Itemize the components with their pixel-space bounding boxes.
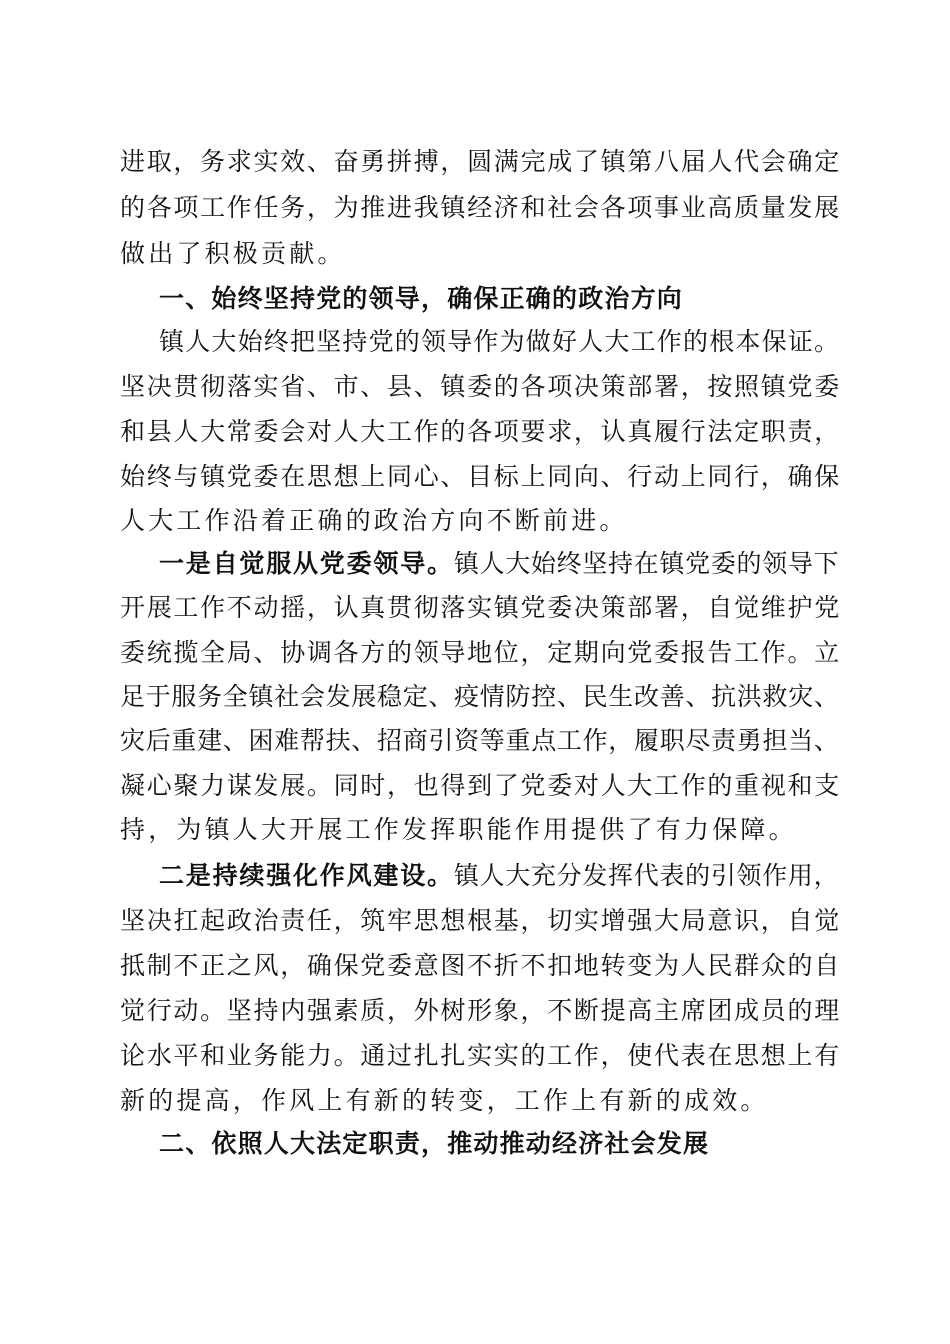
paragraph-line: 进取，务求实效、奋勇拼搏，圆满完成了镇第八届人代会确定 xyxy=(120,147,841,176)
subpoint-lead: 一是自觉服从党委领导。 xyxy=(159,549,454,578)
paragraph-line: 抵制不正之风，确保党委意图不折不扣地转变为人民群众的自 xyxy=(120,951,841,980)
paragraph-line: 的各项工作任务，为推进我镇经济和社会各项事业高质量发展 xyxy=(120,193,841,222)
paragraph-line: 足于服务全镇社会发展稳定、疫情防控、民生改善、抗洪救灾、 xyxy=(120,682,840,711)
paragraph-line: 镇人大始终把坚持党的领导作为做好人大工作的根本保证。 xyxy=(159,327,841,356)
subpoint-first-line xyxy=(159,854,839,898)
paragraph-line: 委统揽全局、协调各方的领导地位，定期向党委报告工作。立 xyxy=(120,638,841,667)
paragraph-line: 坚决贯彻落实省、市、县、镇委的各项决策部署，按照镇党委 xyxy=(120,372,841,401)
paragraph-line: 做出了积极贡献。 xyxy=(120,239,346,268)
paragraph-line: 觉行动。坚持内强素质，外树形象，不断提高主席团成员的理 xyxy=(120,996,841,1025)
subpoint-first-line xyxy=(159,542,839,586)
subpoint-lead: 二是持续强化作风建设。 xyxy=(159,861,454,890)
subpoint-text: 镇人大始终坚持在镇党委的领导下 xyxy=(453,549,840,578)
paragraph-line: 凝心聚力谋发展。同时，也得到了党委对人大工作的重视和支 xyxy=(120,771,841,800)
paragraph-line: 和县人大常委会对人大工作的各项要求，认真履行法定职责， xyxy=(120,417,841,446)
section-heading: 一、始终坚持党的领导，确保正确的政治方向 xyxy=(159,284,684,313)
paragraph-line: 新的提高，作风上有新的转变，工作上有新的成效。 xyxy=(120,1086,769,1115)
paragraph-line: 坚决扛起政治责任，筑牢思想根基，切实增强大局意识，自觉 xyxy=(120,906,841,935)
subpoint-text: 镇人大充分发挥代表的引领作用， xyxy=(453,861,840,890)
paragraph-line: 人大工作沿着正确的政治方向不断前进。 xyxy=(120,506,628,535)
paragraph-line: 持，为镇人大开展工作发挥职能作用提供了有力保障。 xyxy=(120,815,797,844)
paragraph-line: 论水平和业务能力。通过扎扎实实的工作，使代表在思想上有 xyxy=(120,1041,841,1070)
paragraph-line: 灾后重建、困难帮扶、招商引资等重点工作，履职尽责勇担当、 xyxy=(120,726,840,755)
section-heading: 二、依照人大法定职责，推动推动经济社会发展 xyxy=(159,1129,710,1158)
paragraph-line: 开展工作不动摇，认真贯彻落实镇党委决策部署，自觉维护党 xyxy=(120,593,841,622)
paragraph-line: 始终与镇党委在思想上同心、目标上同向、行动上同行，确保 xyxy=(120,462,841,491)
